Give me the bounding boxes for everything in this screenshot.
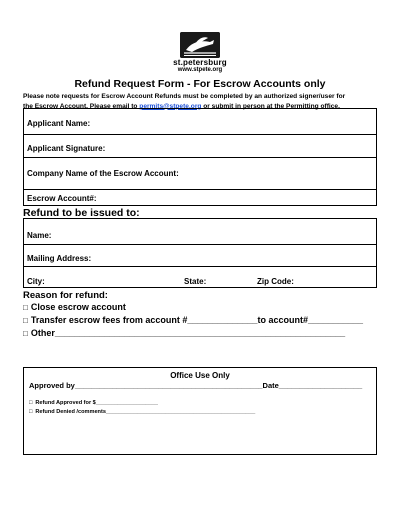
city-state-zip-row xyxy=(24,266,376,286)
refund-denied-label: Refund Denied /comments________________________________________________ xyxy=(35,409,256,415)
escrow-account-field[interactable]: Escrow Account#: xyxy=(24,189,376,203)
applicant-signature-field[interactable]: Applicant Signature: xyxy=(24,134,376,153)
other-option[interactable] xyxy=(23,328,345,338)
email-link[interactable]: permits@stpete.org xyxy=(139,102,202,110)
notice-line-2-end: or submit in person at the Permitting office. xyxy=(201,102,340,110)
form-title: Refund Request Form - For Escrow Accounts only xyxy=(74,78,326,90)
approved-by-field[interactable]: Approved by_____________________________________________Date____________________ xyxy=(29,381,363,390)
payee-name-field[interactable]: Name: xyxy=(27,231,52,240)
close-account-option[interactable] xyxy=(23,302,126,312)
city-logo xyxy=(172,32,228,76)
checkbox-icon[interactable]: □ xyxy=(29,409,33,415)
applicant-name-field[interactable]: Applicant Name: xyxy=(27,119,91,128)
checkbox-icon[interactable]: □ xyxy=(23,303,28,312)
option-label: Transfer escrow fees from account #______________to account#___________ xyxy=(30,315,364,325)
transfer-fees-option[interactable] xyxy=(23,315,363,325)
notice-line-2-start: the Escrow Account. Please email to xyxy=(23,102,140,110)
refund-approved-label: Refund Approved for $____________________ xyxy=(35,400,159,406)
city-field[interactable]: City: xyxy=(27,277,45,286)
option-label: Close escrow account xyxy=(30,302,126,312)
reason-heading: Reason for refund: xyxy=(23,290,108,301)
logo-url: www.stpete.org xyxy=(177,67,223,73)
checkbox-icon[interactable]: □ xyxy=(23,329,28,338)
checkbox-icon[interactable]: □ xyxy=(29,400,33,406)
refund-to-heading: Refund to be issued to: xyxy=(23,207,140,219)
payee-section xyxy=(23,218,377,288)
mailing-address-field[interactable]: Mailing Address: xyxy=(24,244,376,263)
zip-code-field[interactable]: Zip Code: xyxy=(257,277,294,286)
refund-denied-field[interactable] xyxy=(29,409,255,415)
checkbox-icon[interactable]: □ xyxy=(23,316,28,325)
option-label: Other__________________________________________________________ xyxy=(30,328,346,338)
office-use-section xyxy=(23,367,377,455)
pelican-logo-icon xyxy=(180,32,220,58)
office-use-title: Office Use Only xyxy=(170,371,230,380)
refund-approved-field[interactable] xyxy=(29,400,158,406)
logo-name: st.petersburg xyxy=(173,58,227,67)
notice-line-1: Please note requests for Escrow Account Refunds must be completed by an authorized signer/user for xyxy=(23,93,346,100)
state-field[interactable]: State: xyxy=(184,277,207,286)
applicant-section xyxy=(23,108,377,206)
company-name-field[interactable]: Company Name of the Escrow Account: xyxy=(24,157,376,178)
